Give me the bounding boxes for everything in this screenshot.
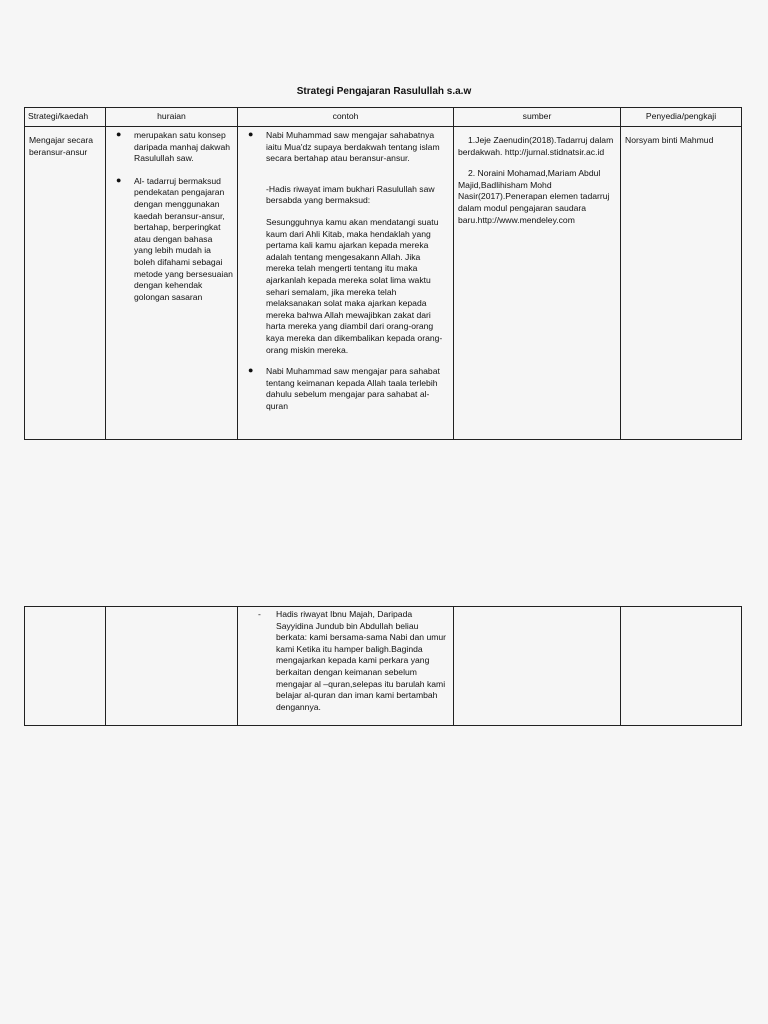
strategi-cell-empty <box>25 607 106 726</box>
bullet-icon: ● <box>248 129 254 139</box>
table-row <box>25 127 742 440</box>
header-penyedia: Penyedia/pengkaji <box>621 108 742 127</box>
bullet-icon: ● <box>116 174 122 185</box>
huraian-cell-empty <box>106 607 238 726</box>
list-item <box>242 366 449 412</box>
contoh-hadis: -Hadis riwayat imam bukhari Rasulullah saw bersabda yang bermaksud: <box>266 183 435 206</box>
table-row <box>25 607 742 726</box>
bullet-icon: ● <box>248 365 254 376</box>
strategy-table <box>24 107 742 440</box>
sumber-ref-2: 2. Noraini Mohamad,Mariam Abdul Majid,Badlihisham Mohd Nasir(2017).Penerapan elemen tadarruj dalam modul pengajaran saudara baru.http://www.mendeley.com <box>458 168 610 225</box>
contoh-item-1: Nabi Muhammad saw mengajar sahabatnya iaitu Mua'dz supaya berdakwah tentang islam secara bertahap atau beransur-ansur. <box>266 130 440 164</box>
dash-marker: - <box>258 609 261 619</box>
sumber-ref-1: 1.Jeje Zaenudin(2018).Tadarruj dalam berdakwah. http://jurnal.stidnatsir.ac.id <box>458 135 614 157</box>
contoh-cell <box>238 127 454 440</box>
list-item <box>110 176 233 304</box>
huraian-cell <box>106 127 238 440</box>
penyedia-cell <box>621 127 742 440</box>
contoh-item-2: Nabi Muhammad saw mengajar para sahabat tentang keimanan kepada Allah taala terlebih dahulu sebelum mengajar para sahabat al-quran <box>266 366 440 411</box>
sumber-cell-empty <box>454 607 621 726</box>
list-item <box>110 130 233 165</box>
list-item <box>242 130 449 165</box>
huraian-item-1: merupakan satu konsep daripada manhaj dakwah Rasulullah saw. <box>134 130 231 164</box>
header-strategi: Strategi/kaedah <box>25 108 106 127</box>
strategi-cell <box>25 127 106 440</box>
header-huraian: huraian <box>106 108 238 127</box>
strategi-text: Mengajar secara beransur-ansur <box>29 135 94 157</box>
header-sumber: sumber <box>454 108 621 127</box>
page-title: Strategi Pengajaran Rasulullah s.a.w <box>296 86 472 97</box>
contoh-quote: Sesungguhnya kamu akan mendatangi suatu kaum dari Ahli Kitab, maka hendaklah yang pertama kali kamu ajarkan kepada mereka adalah tentang mengesakann Allah. Jika mereka telah mengerti tentang itu maka ajarkanlah kepada mereka solat lima waktu sehari semalam, jika mereka telah melaksanakan solat maka ajarkan kepada mereka bahwa Allah mewajibkan zakat dari harta mereka yang diambil dari orang-orang kaya mereka dan dikembalikan kepada orang-orang miskin mereka. <box>266 216 443 355</box>
huraian-item-2: Al- tadarruj bermaksud pendekatan pengajaran dengan menggunakan kaedah beransur-ansur, bertahap, berperingkat atau dengan bahasa yang lebih mudah ia boleh difahami sebagai metode yang bersesuaian dengan kehendak golongan sasaran <box>134 175 233 302</box>
sumber-cell <box>454 127 621 440</box>
penyedia-text: Norsyam binti Mahmud <box>625 135 714 145</box>
header-contoh: contoh <box>238 108 454 127</box>
penyedia-cell-empty <box>621 607 742 726</box>
contoh-cell <box>238 607 454 726</box>
strategy-table-continued <box>24 606 742 726</box>
table-header-row <box>25 108 742 127</box>
contoh-hadis-2: Hadis riwayat Ibnu Majah, Daripada Sayyidina Jundub bin Abdullah beliau berkata: kami bersama-sama Nabi dan umur kami Ketika itu hamper baligh.Baginda mengajarkan kepada kami perkara yang berkaitan dengan keimanan sebelum mengajar al –quran,selepas itu barulah kami belajar al-quran dan iman kami bertambah dengannya. <box>276 609 447 712</box>
bullet-icon: ● <box>116 129 122 139</box>
